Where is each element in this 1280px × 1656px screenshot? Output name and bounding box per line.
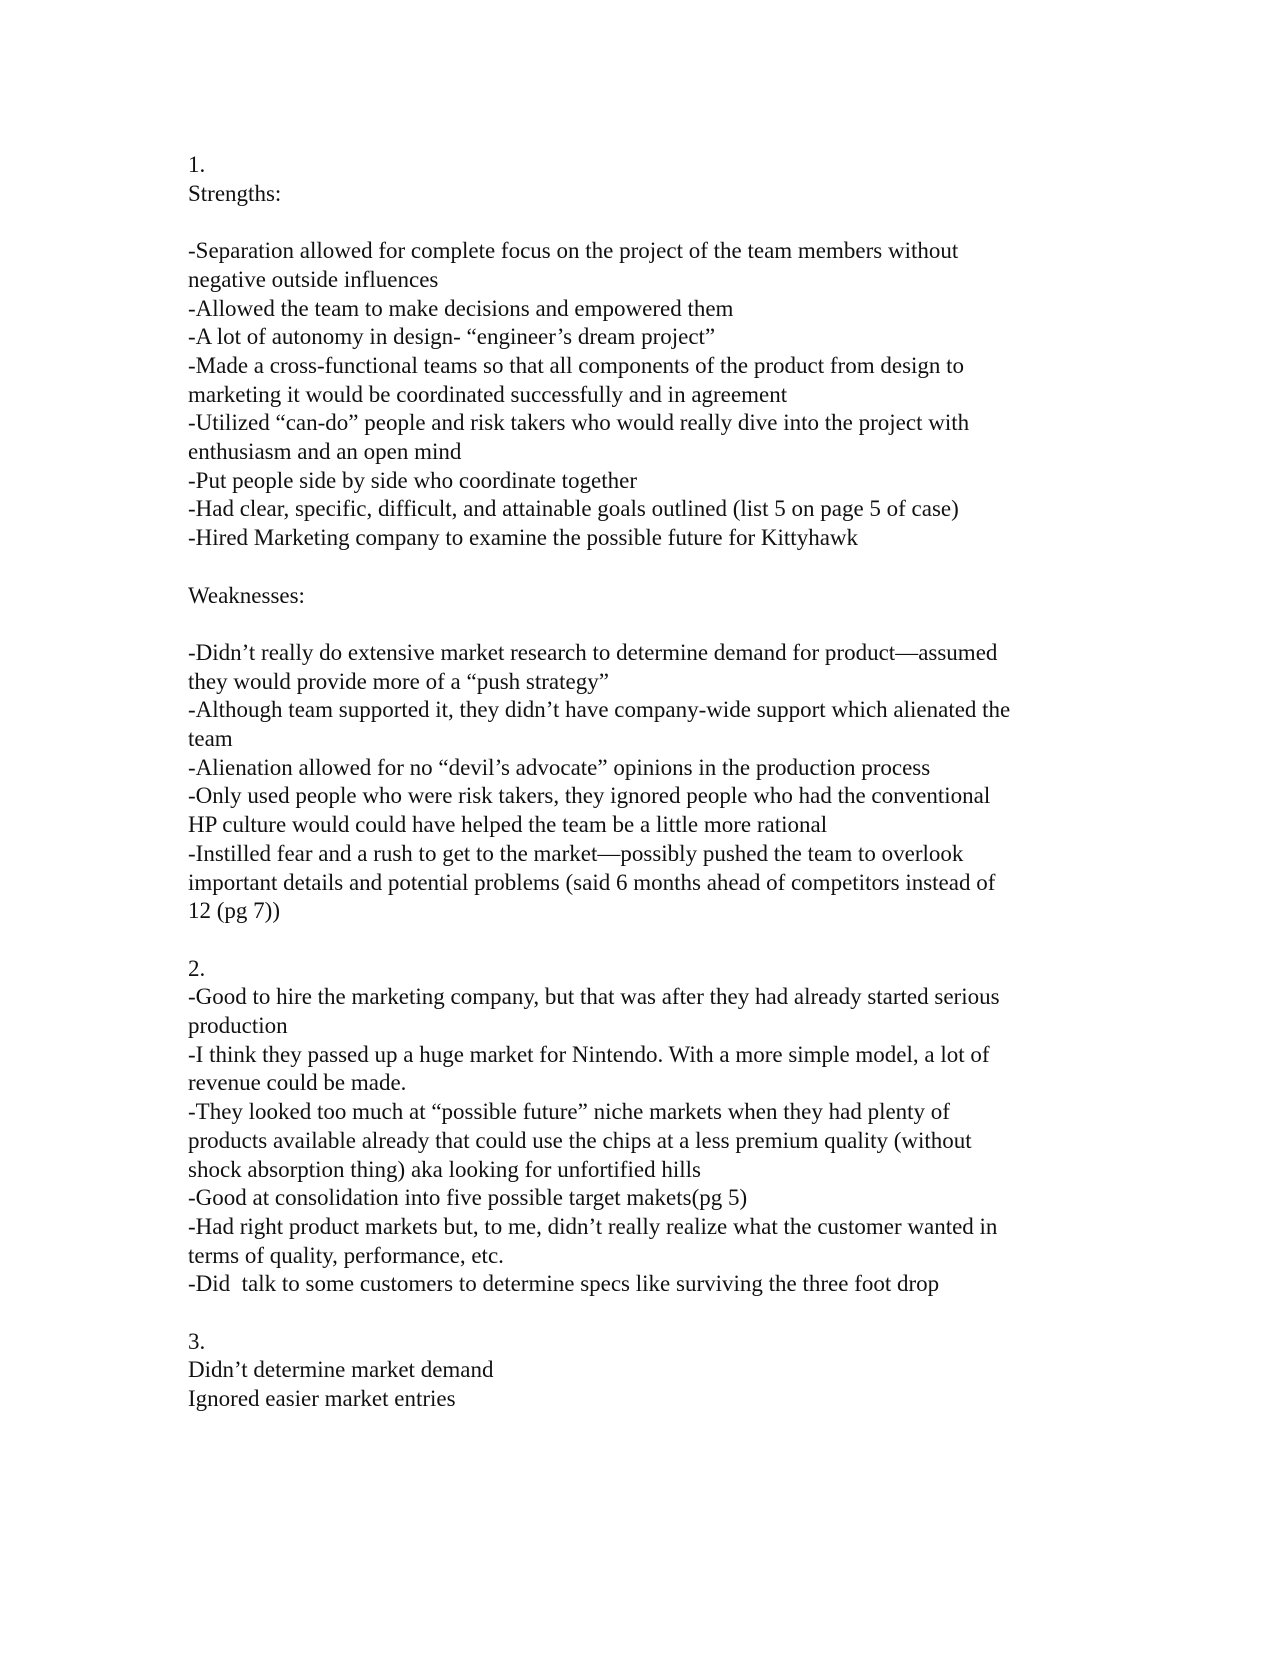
- section-3-line: Ignored easier market entries: [188, 1386, 456, 1412]
- section-2-line: shock absorption thing) aka looking for unfortified hills: [188, 1156, 701, 1182]
- document-body: [188, 151, 1088, 1414]
- weakness-line: -Only used people who were risk takers, they ignored people who had the conventional: [188, 783, 991, 809]
- section-2-line: -I think they passed up a huge market for Nintendo. With a more simple model, a lot of: [188, 1041, 990, 1067]
- section-2-line: -Had right product markets but, to me, didn’t really realize what the customer wanted in: [188, 1213, 998, 1239]
- blank-line: [188, 1299, 1088, 1328]
- weakness-line: 12 (pg 7)): [188, 898, 280, 924]
- blank-line: [188, 208, 1088, 237]
- strength-line: -Utilized “can-do” people and risk takers who would really dive into the project with: [188, 410, 970, 436]
- weakness-line: they would provide more of a “push strategy”: [188, 668, 609, 694]
- weakness-line: team: [188, 726, 233, 752]
- strength-line: marketing it would be coordinated successfully and in agreement: [188, 381, 788, 407]
- weakness-line: -Didn’t really do extensive market research to determine demand for product—assumed: [188, 639, 998, 665]
- blank-line: [188, 553, 1088, 582]
- section-1-number: 1.: [188, 152, 206, 177]
- blank-line: [188, 610, 1088, 639]
- strength-line: negative outside influences: [188, 266, 439, 292]
- section-2-line: -Good to hire the marketing company, but that was after they had already started serious: [188, 984, 1000, 1010]
- section-2-line: production: [188, 1013, 288, 1039]
- section-2-line: -Good at consolidation into five possible target makets(pg 5): [188, 1185, 748, 1211]
- section-2-number: 2.: [188, 955, 206, 981]
- strength-line: enthusiasm and an open mind: [188, 439, 462, 465]
- section-2-line: revenue could be made.: [188, 1070, 407, 1096]
- section-2-line: -They looked too much at “possible future” niche markets when they had plenty of: [188, 1099, 950, 1125]
- weakness-line: -Alienation allowed for no “devil’s advocate” opinions in the production process: [188, 754, 931, 780]
- strength-line: -Separation allowed for complete focus on the project of the team members without: [188, 238, 959, 264]
- strength-line: -Put people side by side who coordinate together: [188, 467, 638, 493]
- strength-line: -Hired Marketing company to examine the possible future for Kittyhawk: [188, 525, 859, 551]
- weakness-line: HP culture would could have helped the team be a little more rational: [188, 812, 828, 838]
- strength-line: -Made a cross-functional teams so that all components of the product from design to: [188, 352, 965, 378]
- weaknesses-heading: Weaknesses:: [188, 582, 305, 608]
- weakness-line: important details and potential problems (said 6 months ahead of competitors instead of: [188, 869, 996, 895]
- section-2-line: terms of quality, performance, etc.: [188, 1242, 504, 1268]
- strength-line: -Allowed the team to make decisions and empowered them: [188, 295, 734, 321]
- section-3-number: 3.: [188, 1328, 206, 1354]
- section-3-line: Didn’t determine market demand: [188, 1357, 494, 1383]
- section-2-line: -Did talk to some customers to determine specs like surviving the three foot drop: [188, 1271, 940, 1297]
- section-2-line: products available already that could use the chips at a less premium quality (without: [188, 1127, 972, 1153]
- strengths-heading: Strengths:: [188, 180, 282, 206]
- weakness-line: -Instilled fear and a rush to get to the market—possibly pushed the team to overlook: [188, 840, 964, 866]
- blank-line: [188, 926, 1088, 955]
- strength-line: -Had clear, specific, difficult, and attainable goals outlined (list 5 on page 5 of case): [188, 496, 959, 522]
- weakness-line: -Although team supported it, they didn’t have company-wide support which alienated the: [188, 697, 1011, 723]
- strength-line: -A lot of autonomy in design- “engineer’s dream project”: [188, 324, 716, 350]
